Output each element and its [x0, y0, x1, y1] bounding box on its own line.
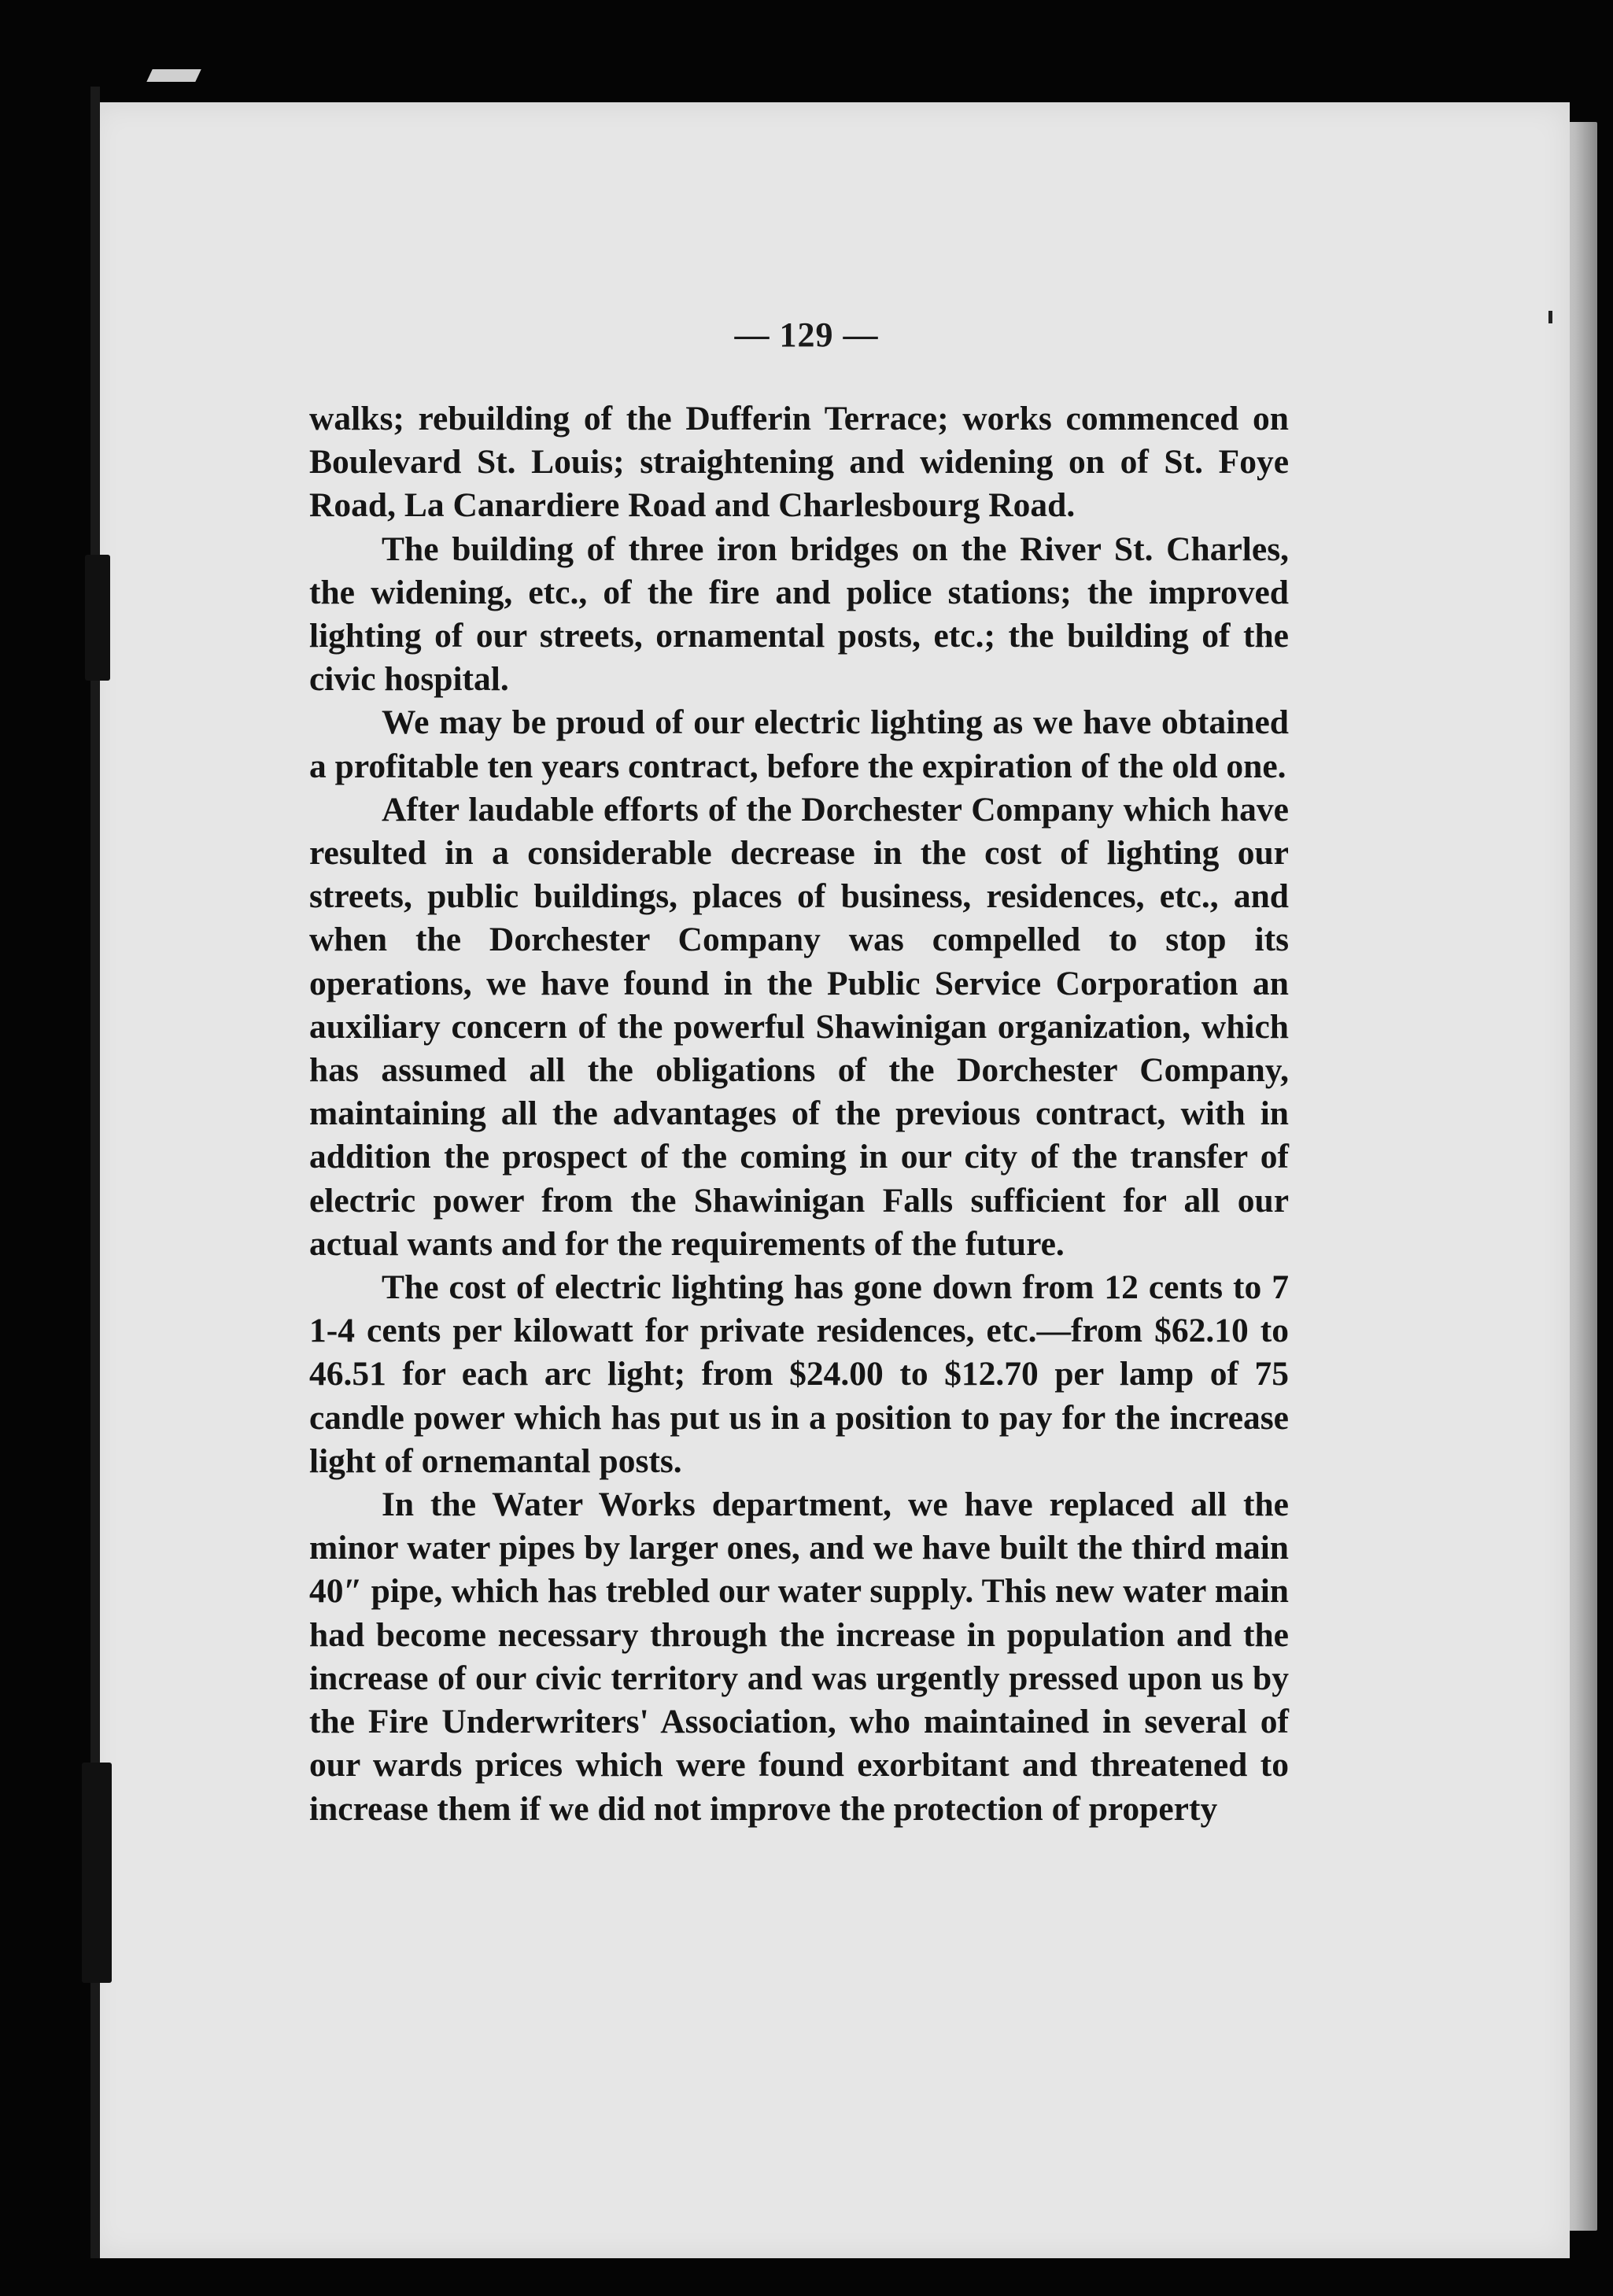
- binding-clip-mark: [82, 1763, 112, 1983]
- paragraph: In the Water Works department, we have replaced all the minor water pipes by larger ones, and we have built the third main 40″ pipe, which has trebled our water supply. This new water main had become necessary through the increase in population and the increase of our civic territory and was urgently pressed upon us by the Fire Underwriters' Association, who maintained in several of our wards prices which were found exorbitant and threatened to increase them if we did not improve the protection of property: [309, 1486, 1289, 1828]
- paragraph: The cost of electric lighting has gone down from 12 cents to 7 1-4 cents per kilowatt for private residences, etc.—from $62.10 to 46.51 for each arc light; from $24.00 to $12.70 per lamp of 75 candle power which has put us in a position to pay for the increase light of ornemantal posts.: [309, 1268, 1289, 1480]
- paragraph: The building of three iron bridges on the River St. Charles, the widening, etc., of the fire and police stations; the improved lighting of our streets, ornamental posts, etc.; the building of the civic hospital.: [309, 530, 1289, 699]
- binding-clip-mark: [85, 555, 110, 681]
- paragraph: After laudable efforts of the Dorchester Company which have resulted in a considerable decrease in the cost of lighting our streets, public buildings, places of business, residences, etc., and when the Dorchester Company was compelled to stop its operations, we have found in the Public Service Corporation an auxiliary concern of the powerful Shawinigan organization, which has assumed all the obligations of the Dorchester Company, maintaining all the advantages of the previous contract, with in addition the prospect of the coming in our city of the transfer of electric power from the Shawinigan Falls sufficient for all our actual wants and for the requirements of the future.: [309, 790, 1289, 1263]
- paragraph: walks; rebuilding of the Dufferin Terrace; works commenced on Boulevard St. Louis; straightening and widening on of St. Foye Road, La Canardiere Road and Charlesbourg Road.: [309, 400, 1289, 525]
- corner-tab: [146, 69, 201, 82]
- paragraph: We may be proud of our electric lighting as we have obtained a profitable ten years contract, before the expiration of the old one.: [309, 703, 1289, 785]
- body-text: [309, 397, 1289, 1831]
- page-number: — 129 —: [734, 316, 879, 354]
